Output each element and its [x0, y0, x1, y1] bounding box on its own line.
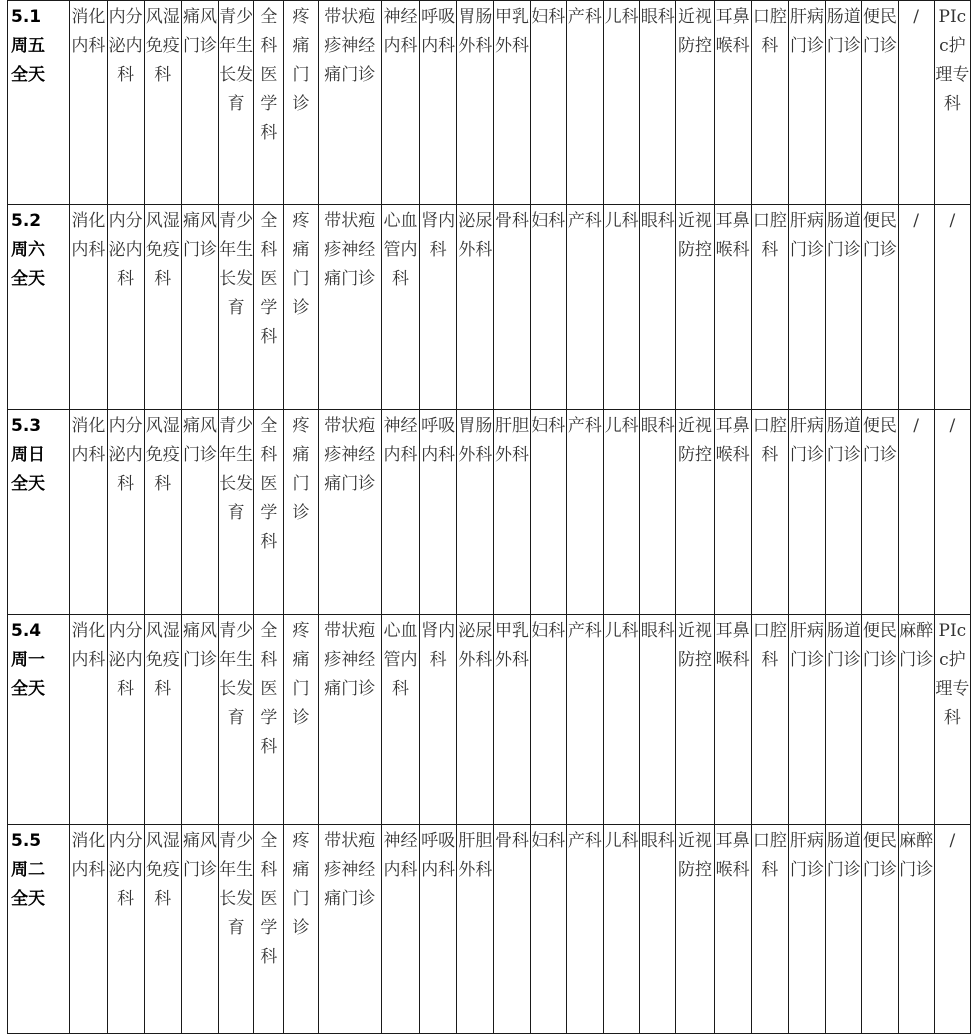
department-cell: 产科 — [566, 410, 603, 615]
department-cell: 骨科 — [494, 825, 530, 1034]
department-cell: 儿科 — [604, 410, 640, 615]
department-cell: 产科 — [566, 825, 603, 1034]
department-cell: 眼科 — [640, 410, 676, 615]
department-cell: 泌尿外科 — [457, 205, 494, 410]
schedule-row — [8, 615, 971, 825]
department-cell: 骨科 — [494, 205, 530, 410]
department-cell: 内分泌内科 — [107, 1, 144, 205]
department-cell: 肠道门诊 — [826, 410, 862, 615]
department-cell: 便民门诊 — [862, 615, 898, 825]
department-cell: 疼痛门诊 — [284, 1, 318, 205]
date-cell — [8, 205, 70, 410]
department-cell: 产科 — [566, 205, 603, 410]
department-cell: 风湿免疫科 — [144, 1, 181, 205]
date-cell — [8, 1, 70, 205]
department-cell: 痛风门诊 — [181, 205, 218, 410]
department-cell: 痛风门诊 — [181, 1, 218, 205]
department-cell: 便民门诊 — [862, 410, 898, 615]
department-cell: 儿科 — [604, 615, 640, 825]
date-weekday: 周日 — [11, 445, 45, 465]
department-cell: 麻醉门诊 — [898, 615, 934, 825]
department-cell: 消化内科 — [70, 410, 107, 615]
date-date: 5.3 — [11, 416, 42, 436]
department-cell: 肝病门诊 — [788, 410, 825, 615]
department-cell: 青少年生长发育 — [219, 615, 254, 825]
department-cell: 全科医学科 — [254, 825, 284, 1034]
department-cell: 肝病门诊 — [788, 615, 825, 825]
department-cell: 青少年生长发育 — [219, 410, 254, 615]
department-cell: 胃肠外科 — [457, 1, 494, 205]
department-cell: 痛风门诊 — [181, 615, 218, 825]
department-cell: 口腔科 — [751, 1, 788, 205]
department-cell: PIcc护理专科 — [934, 615, 970, 825]
date-date: 5.4 — [11, 621, 42, 641]
department-cell: 眼科 — [640, 205, 676, 410]
department-cell: 消化内科 — [70, 205, 107, 410]
department-cell: 肠道门诊 — [826, 1, 862, 205]
department-cell: 甲乳外科 — [494, 615, 530, 825]
clinic-schedule-table — [7, 0, 971, 1034]
department-cell: 妇科 — [530, 615, 566, 825]
department-cell: 肝病门诊 — [788, 825, 825, 1034]
department-cell: 儿科 — [604, 1, 640, 205]
department-cell: 便民门诊 — [862, 1, 898, 205]
department-cell: 内分泌内科 — [107, 205, 144, 410]
department-cell: 带状疱疹神经痛门诊 — [318, 1, 381, 205]
date-period: 全天 — [11, 474, 45, 494]
department-cell: 肠道门诊 — [826, 615, 862, 825]
department-cell: 全科医学科 — [254, 615, 284, 825]
department-cell: 风湿免疫科 — [144, 205, 181, 410]
department-cell: 泌尿外科 — [457, 615, 494, 825]
department-cell: 内分泌内科 — [107, 615, 144, 825]
department-cell: 近视防控 — [676, 615, 714, 825]
department-cell: 口腔科 — [751, 825, 788, 1034]
schedule-row — [8, 410, 971, 615]
department-cell: 带状疱疹神经痛门诊 — [318, 205, 381, 410]
department-cell: 便民门诊 — [862, 825, 898, 1034]
department-cell: 神经内科 — [381, 825, 419, 1034]
department-cell: 肠道门诊 — [826, 825, 862, 1034]
department-cell: 耳鼻喉科 — [714, 825, 751, 1034]
department-cell: 口腔科 — [751, 615, 788, 825]
schedule-row — [8, 1, 971, 205]
department-cell: 儿科 — [604, 205, 640, 410]
date-period: 全天 — [11, 679, 45, 699]
date-cell — [8, 825, 70, 1034]
department-cell: 风湿免疫科 — [144, 825, 181, 1034]
department-cell: 神经内科 — [381, 410, 419, 615]
department-cell: / — [934, 410, 970, 615]
department-cell: 全科医学科 — [254, 410, 284, 615]
department-cell: 风湿免疫科 — [144, 410, 181, 615]
department-cell: 消化内科 — [70, 615, 107, 825]
department-cell: 耳鼻喉科 — [714, 615, 751, 825]
department-cell: 肠道门诊 — [826, 205, 862, 410]
department-cell: 眼科 — [640, 615, 676, 825]
department-cell: 青少年生长发育 — [219, 205, 254, 410]
date-date: 5.1 — [11, 7, 42, 27]
schedule-row — [8, 825, 971, 1034]
date-weekday: 周六 — [11, 240, 45, 260]
date-weekday: 周五 — [11, 36, 45, 56]
department-cell: 胃肠外科 — [457, 410, 494, 615]
department-cell: / — [898, 1, 934, 205]
department-cell: 口腔科 — [751, 410, 788, 615]
department-cell: 妇科 — [530, 825, 566, 1034]
department-cell: 儿科 — [604, 825, 640, 1034]
department-cell: 肾内科 — [420, 205, 457, 410]
date-cell — [8, 615, 70, 825]
department-cell: 甲乳外科 — [494, 1, 530, 205]
department-cell: 消化内科 — [70, 1, 107, 205]
department-cell: 耳鼻喉科 — [714, 410, 751, 615]
date-cell — [8, 410, 70, 615]
department-cell: 肝胆外科 — [494, 410, 530, 615]
department-cell: 疼痛门诊 — [284, 205, 318, 410]
department-cell: 呼吸内科 — [420, 410, 457, 615]
department-cell: 产科 — [566, 1, 603, 205]
date-weekday: 周二 — [11, 860, 45, 880]
department-cell: 青少年生长发育 — [219, 825, 254, 1034]
department-cell: / — [898, 410, 934, 615]
department-cell: 心血管内科 — [381, 615, 419, 825]
department-cell: 带状疱疹神经痛门诊 — [318, 615, 381, 825]
department-cell: 痛风门诊 — [181, 410, 218, 615]
department-cell: 心血管内科 — [381, 205, 419, 410]
date-date: 5.5 — [11, 831, 42, 851]
department-cell: 近视防控 — [676, 205, 714, 410]
date-period: 全天 — [11, 889, 45, 909]
date-period: 全天 — [11, 65, 45, 85]
department-cell: 近视防控 — [676, 1, 714, 205]
date-date: 5.2 — [11, 211, 42, 231]
department-cell: 妇科 — [530, 205, 566, 410]
department-cell: 疼痛门诊 — [284, 615, 318, 825]
department-cell: 痛风门诊 — [181, 825, 218, 1034]
department-cell: 肝病门诊 — [788, 205, 825, 410]
department-cell: 妇科 — [530, 410, 566, 615]
department-cell: 肝胆外科 — [457, 825, 494, 1034]
department-cell: 眼科 — [640, 825, 676, 1034]
department-cell: 近视防控 — [676, 825, 714, 1034]
department-cell: 眼科 — [640, 1, 676, 205]
department-cell: 呼吸内科 — [420, 1, 457, 205]
department-cell: / — [934, 825, 970, 1034]
department-cell: 妇科 — [530, 1, 566, 205]
department-cell: 麻醉门诊 — [898, 825, 934, 1034]
schedule-body — [8, 1, 971, 1034]
date-period: 全天 — [11, 269, 45, 289]
department-cell: 近视防控 — [676, 410, 714, 615]
department-cell: / — [934, 205, 970, 410]
department-cell: PIcc护理专科 — [934, 1, 970, 205]
department-cell: 呼吸内科 — [420, 825, 457, 1034]
department-cell: 疼痛门诊 — [284, 825, 318, 1034]
department-cell: 消化内科 — [70, 825, 107, 1034]
department-cell: 青少年生长发育 — [219, 1, 254, 205]
department-cell: 耳鼻喉科 — [714, 205, 751, 410]
department-cell: 全科医学科 — [254, 1, 284, 205]
department-cell: 疼痛门诊 — [284, 410, 318, 615]
department-cell: 神经内科 — [381, 1, 419, 205]
department-cell: / — [898, 205, 934, 410]
department-cell: 风湿免疫科 — [144, 615, 181, 825]
department-cell: 带状疱疹神经痛门诊 — [318, 410, 381, 615]
date-weekday: 周一 — [11, 650, 45, 670]
department-cell: 全科医学科 — [254, 205, 284, 410]
department-cell: 口腔科 — [751, 205, 788, 410]
department-cell: 肝病门诊 — [788, 1, 825, 205]
schedule-row — [8, 205, 971, 410]
department-cell: 便民门诊 — [862, 205, 898, 410]
department-cell: 内分泌内科 — [107, 825, 144, 1034]
department-cell: 肾内科 — [420, 615, 457, 825]
department-cell: 耳鼻喉科 — [714, 1, 751, 205]
department-cell: 产科 — [566, 615, 603, 825]
department-cell: 内分泌内科 — [107, 410, 144, 615]
department-cell: 带状疱疹神经痛门诊 — [318, 825, 381, 1034]
